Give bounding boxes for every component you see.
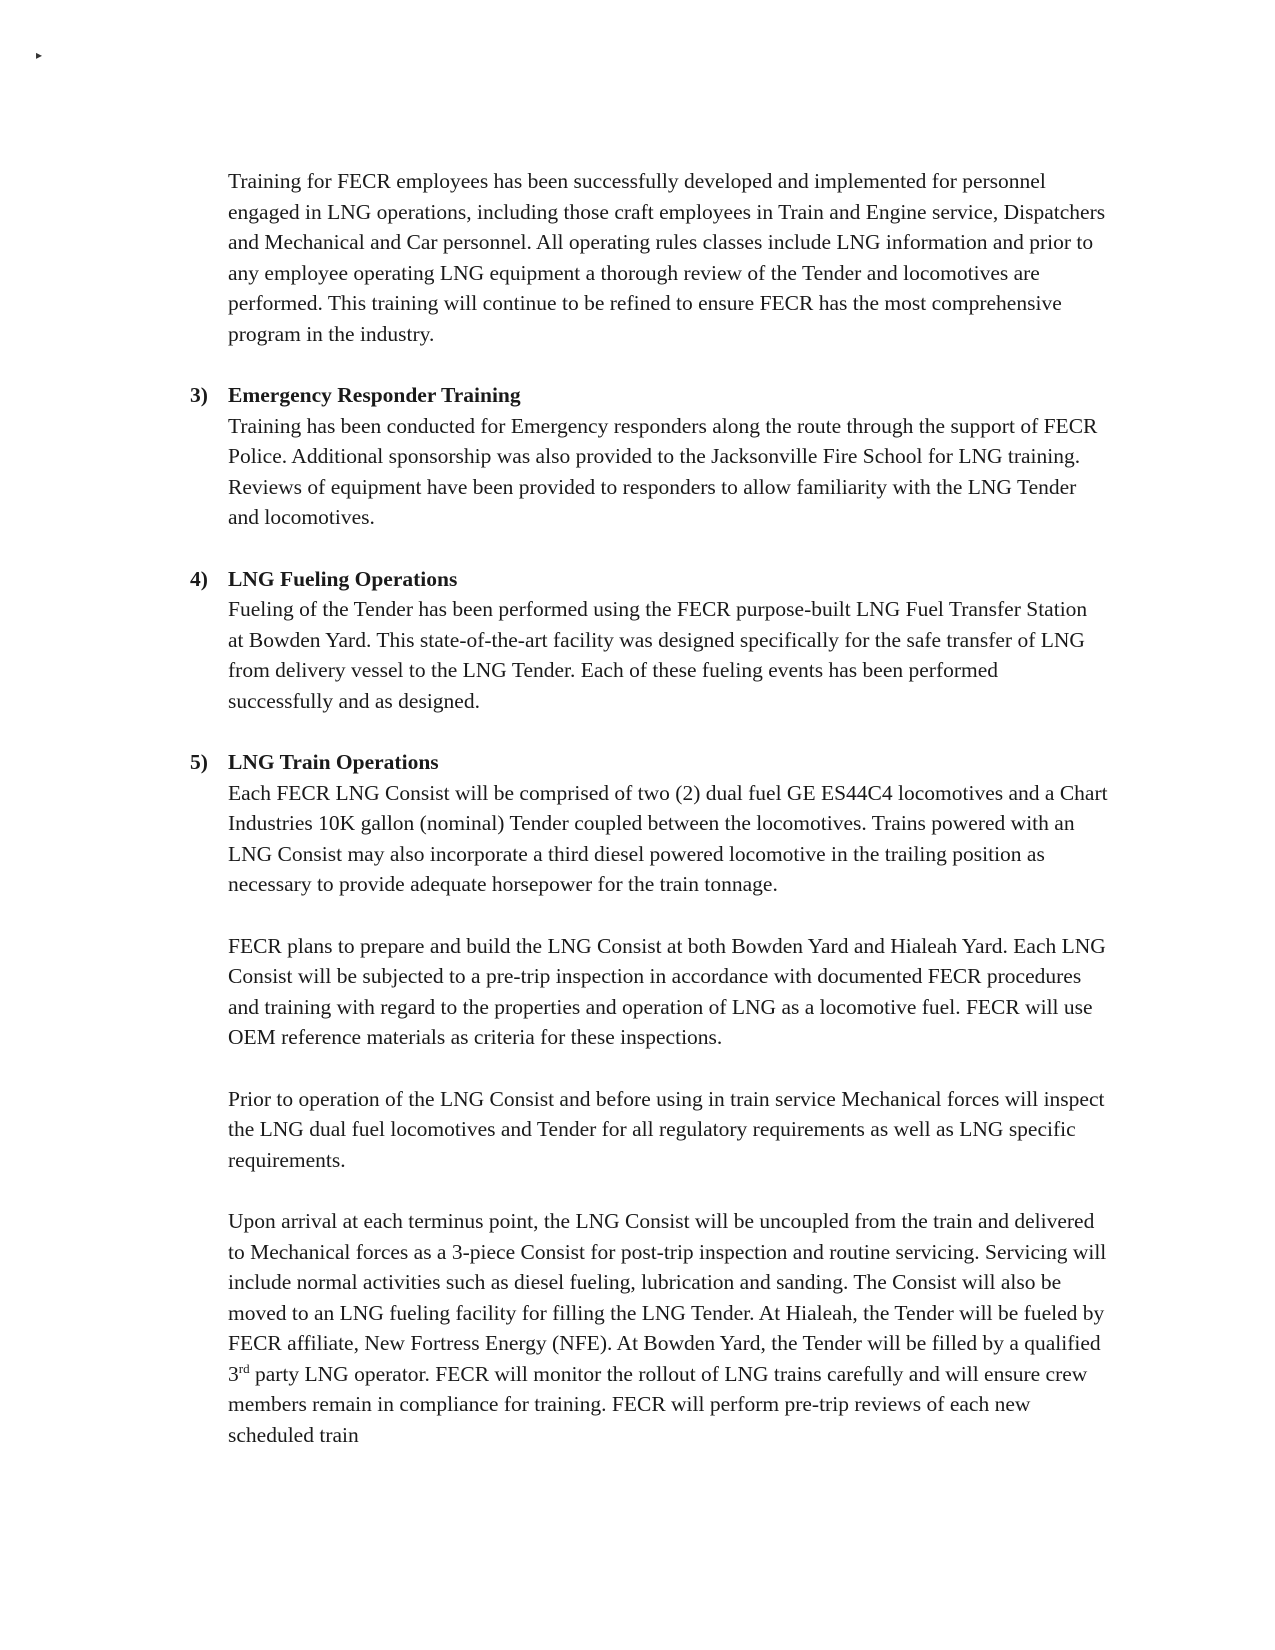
section-title: Emergency Responder Training — [228, 383, 521, 407]
section-emergency-responder-training — [190, 380, 1108, 533]
section-paragraph-last — [228, 1206, 1108, 1450]
section-lng-fueling-operations — [190, 564, 1108, 717]
ordinal-superscript: rd — [238, 1360, 250, 1376]
text-run: Upon arrival at each terminus point, the LNG Consist will be uncoupled from the train and delivered to Mechanical forces as a 3-piece Consist for post-trip inspection and routine servicing. Servicing will include normal activities such as diesel fueling, lubrication and sanding. The Consist will also be moved to an LNG fueling facility for filling the LNG Tender. At Hialeah, the Tender will be fueled by FECR affiliate, New Fortress Energy (NFE). At Bowden Yard, the Tender will be filled by a qualified 3 — [228, 1209, 1107, 1386]
section-title: LNG Train Operations — [228, 750, 439, 774]
section-number: 5) — [190, 750, 208, 774]
section-paragraph: Prior to operation of the LNG Consist and before using in train service Mechanical forces will inspect the LNG dual fuel locomotives and Tender for all regulatory requirements as well as LNG specific requirements. — [228, 1086, 1105, 1172]
section-lng-train-operations — [190, 747, 1108, 1450]
section-number: 3) — [190, 383, 208, 407]
section-paragraph: Each FECR LNG Consist will be comprised of two (2) dual fuel GE ES44C4 locomotives and a Chart Industries 10K gallon (nominal) Tender coupled between the locomotives. Trains powered with an LNG Consist may also incorporate a third diesel powered locomotive in the trailing position as necessary to provide adequate horsepower for the train tonnage. — [228, 780, 1108, 896]
section-title: LNG Fueling Operations — [228, 566, 458, 591]
section-paragraph: FECR plans to prepare and build the LNG Consist at both Bowden Yard and Hialeah Yard. Each LNG Consist will be subjected to a pre-trip inspection in accordance with documented FECR procedures and training with regard to the properties and operation of LNG as a locomotive fuel. FECR will use OEM reference materials as criteria for these inspections. — [228, 933, 1106, 1049]
document-page — [190, 166, 1108, 1481]
section-paragraph: Fueling of the Tender has been performed using the FECR purpose-built LNG Fuel Transfer Station at Bowden Yard. This state-of-the-art facility was designed specifically for the safe transfer of LNG from delivery vessel to the LNG Tender. Each of these fueling events has been performed successfully and as designed. — [228, 597, 1088, 713]
section-paragraph: Training has been conducted for Emergency responders along the route through the support of FECR Police. Additional sponsorship was also provided to the Jacksonville Fire School for LNG training. Reviews of equipment have been provided to responders to allow familiarity with the LNG Tender and locomotives. — [228, 413, 1098, 529]
intro-paragraph: Training for FECR employees has been successfully developed and implemented for personnel engaged in LNG operations, including those craft employees in Train and Engine service, Dispatchers and Mechanical and Car personnel. All operating rules classes include LNG information and prior to any employee operating LNG equipment a thorough review of the Tender and locomotives are performed. This training will continue to be refined to ensure FECR has the most comprehensive program in the industry. — [228, 169, 1106, 346]
text-run: party LNG operator. FECR will monitor the rollout of LNG trains carefully and will ensure crew members remain in compliance for training. FECR will perform pre-trip reviews of each new scheduled train — [228, 1361, 1088, 1447]
stray-mark: ▸ — [36, 48, 43, 62]
section-number: 4) — [190, 566, 208, 591]
